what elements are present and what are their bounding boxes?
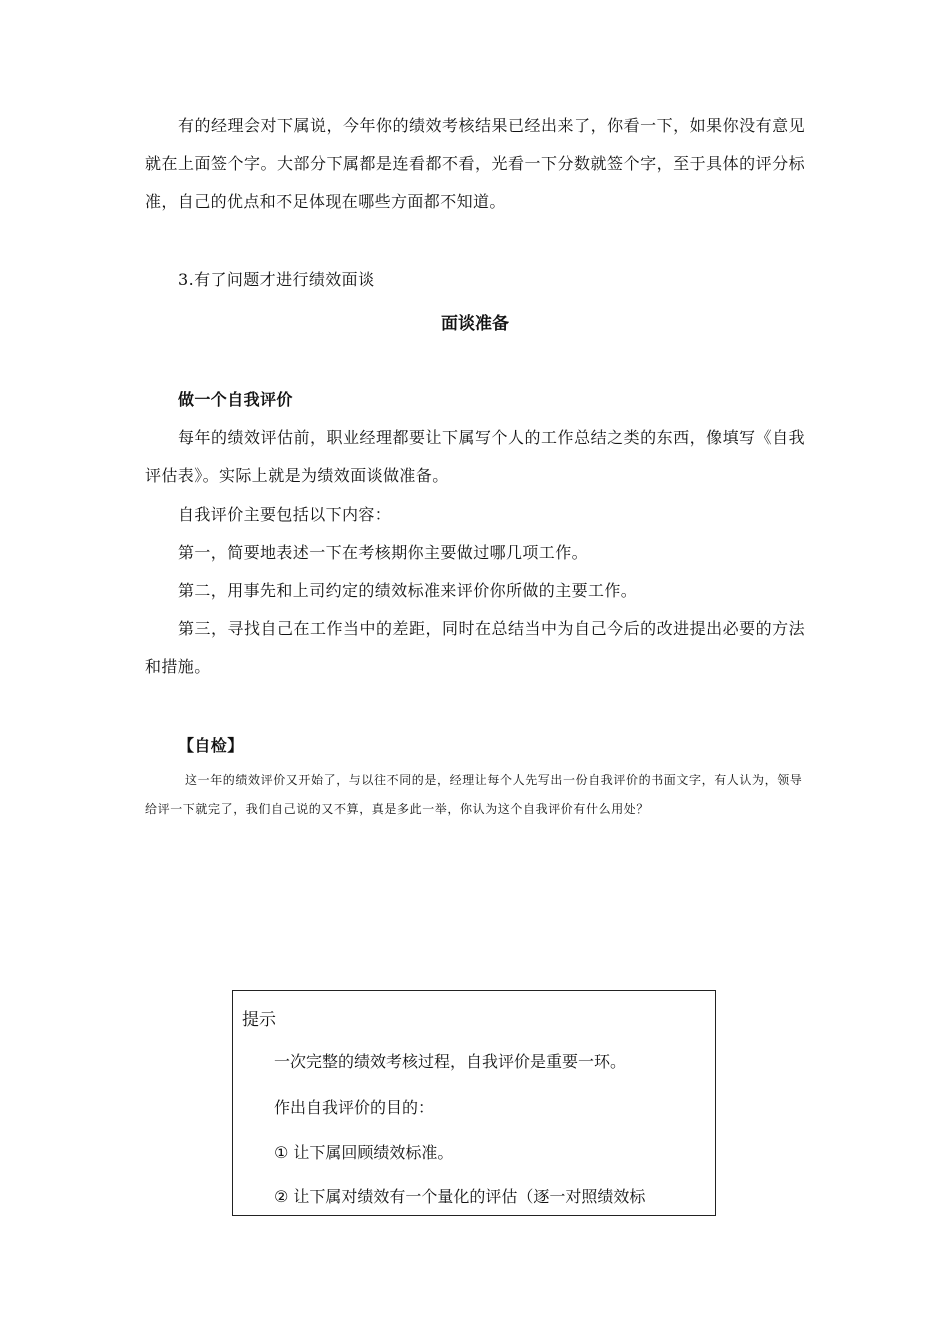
- tip-title: 提示: [242, 1010, 276, 1030]
- tip-box: [232, 990, 716, 1216]
- tip-line-4: ② 让下属对绩效有一个量化的评估（逐一对照绩效标: [274, 1187, 646, 1206]
- self-check-question: 这一年的绩效评价又开始了，与以往不同的是，经理让每个人先写出一份自我评价的书面文字，有人认为，领导给评一下就完了，我们自己说的又不算，真是多此一举，你认为这个自我评价有什么用处？: [145, 773, 803, 816]
- section-title: 面谈准备: [441, 314, 509, 334]
- tip-line-3: ① 让下属回顾绩效标准。: [274, 1143, 454, 1162]
- tip-line-1: 一次完整的绩效考核过程，自我评价是重要一环。: [274, 1052, 627, 1071]
- self-check-label: 【自检】: [178, 736, 244, 755]
- paragraph-contents-intro: 自我评价主要包括以下内容：: [178, 505, 392, 524]
- tip-line-2: 作出自我评价的目的：: [274, 1098, 435, 1117]
- list-item-3: 3.有了问题才进行绩效面谈: [178, 270, 375, 289]
- paragraph-third-point: 第三，寻找自己在工作当中的差距，同时在总结当中为自己今后的改进提出必要的方法和措施。: [145, 619, 805, 676]
- paragraph-first-point: 第一，简要地表述一下在考核期你主要做过哪几项工作。: [178, 543, 589, 562]
- paragraph-second-point: 第二，用事先和上司约定的绩效标准来评价你所做的主要工作。: [178, 581, 638, 600]
- paragraph-self-evaluation-intro: 每年的绩效评估前，职业经理都要让下属写个人的工作总结之类的东西，像填写《自我评估表》。实际上就是为绩效面谈做准备。: [145, 428, 805, 485]
- paragraph-manager-signoff: 有的经理会对下属说，今年你的绩效考核结果已经出来了，你看一下，如果你没有意见就在上面签个字。大部分下属都是连看都不看，光看一下分数就签个字，至于具体的评分标准，自己的优点和不足体现在哪些方面都不知道。: [145, 116, 805, 211]
- subsection-title: 做一个自我评价: [178, 390, 293, 409]
